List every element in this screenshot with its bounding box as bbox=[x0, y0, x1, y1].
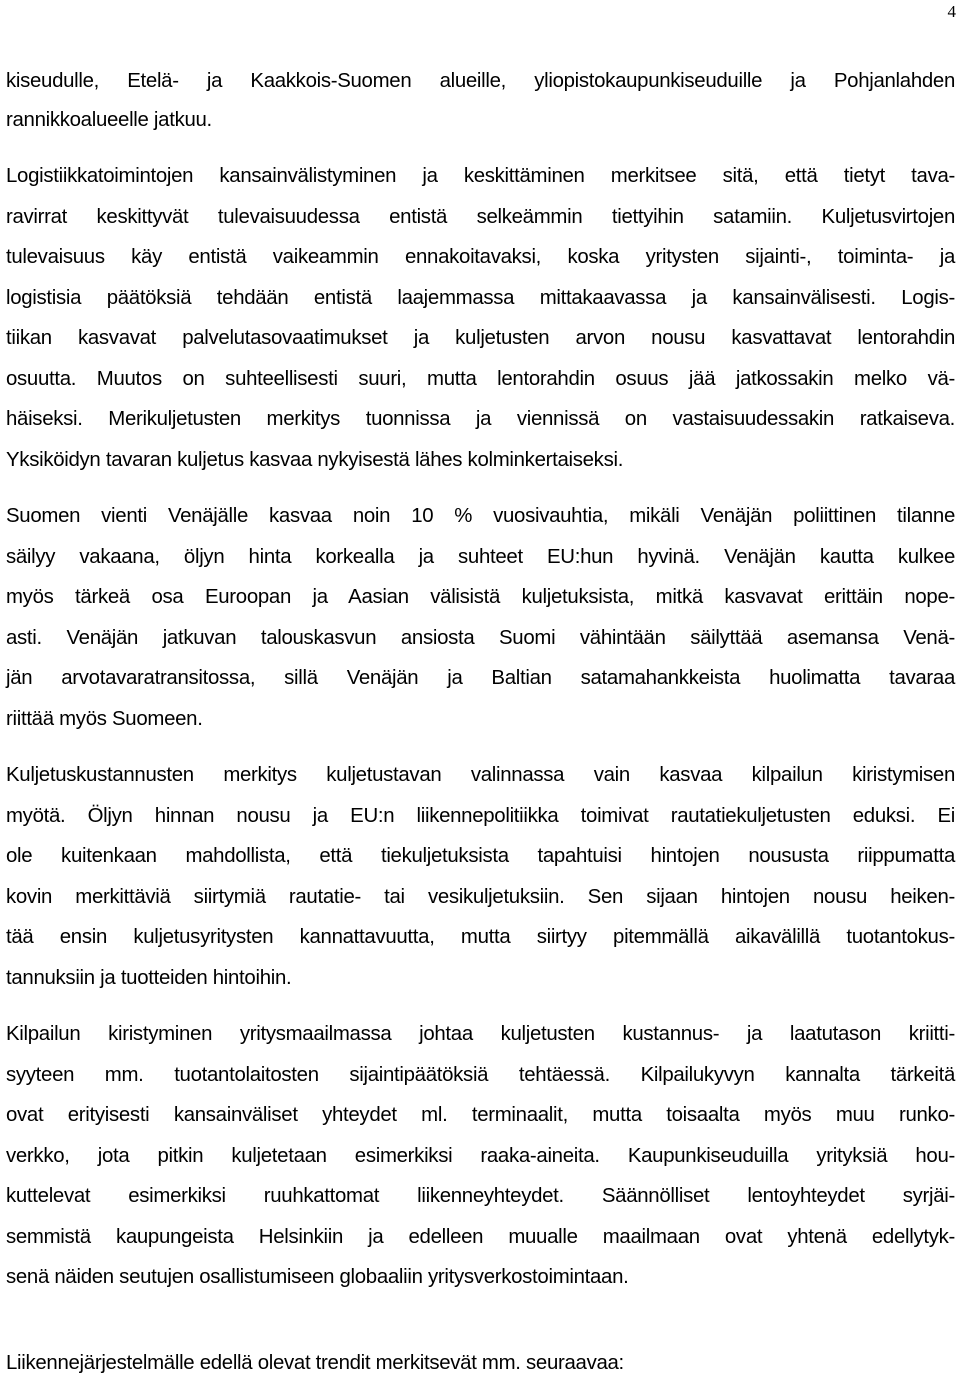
text-line: Logistiikkatoimintojen kansainvälistyminen ja keskittäminen merkitsee sitä, että tietyt tava- bbox=[6, 165, 955, 187]
text-line: tannuksiin ja tuotteiden hintoihin. bbox=[6, 966, 292, 989]
text-line: Yksiköidyn tavaran kuljetus kasvaa nykyisestä lähes kolminkertaiseksi. bbox=[6, 448, 624, 471]
text-line: rannikkoalueelle jatkuu. bbox=[6, 109, 212, 131]
page-number: 4 bbox=[947, 2, 956, 21]
text-line: verkko, jota pitkin kuljetetaan esimerkiksi raaka-aineita. Kaupunkiseuduilla yrityksiä hou- bbox=[6, 1144, 955, 1167]
text-line: Suomen vienti Venäjälle kasvaa noin 10 % vuosivauhtia, mikäli Venäjän poliittinen tilanne bbox=[6, 505, 955, 527]
text-line: ole kuitenkaan mahdollista, että tiekuljetuksista tapahtuisi hintojen noususta riippumatta bbox=[6, 845, 955, 867]
text-line: ovat erityisesti kansainväliset yhteydet ml. terminaalit, mutta toisaalta myös muu runko- bbox=[6, 1104, 955, 1126]
text-line: säilyy vakaana, öljyn hinta korkealla ja suhteet EU:hun hyvinä. Venäjän kautta kulkee bbox=[6, 545, 955, 568]
text-line: kiseudulle, Etelä- ja Kaakkois-Suomen alueille, yliopistokaupunkiseuduille ja Pohjanlahden bbox=[6, 70, 955, 92]
paragraph-5 bbox=[6, 1014, 955, 1298]
text-line: tiikan kasvavat palvelutasovaatimukset ja kuljetusten arvon nousu kasvattavat lentorahdin bbox=[6, 327, 955, 349]
paragraph-2 bbox=[6, 156, 955, 480]
text-line: Kilpailun kiristyminen yritysmaailmassa johtaa kuljetusten kustannus- ja laatutason kriitti- bbox=[6, 1023, 955, 1045]
text-line: kovin merkittäviä siirtymiä rautatie- tai vesikuljetuksiin. Sen sijaan hintojen nousu heiken- bbox=[6, 885, 955, 908]
list-intro-line: Liikennejärjestelmälle edellä olevat trendit merkitsevät mm. seuraavaa: bbox=[6, 1352, 624, 1374]
paragraph-3 bbox=[6, 496, 955, 739]
text-line: tää ensin kuljetusyritysten kannattavuutta, mutta siirtyy pitemmällä aikavälillä tuotantokus- bbox=[6, 926, 955, 948]
text-line: senä näiden seutujen osallistumiseen globaaliin yritysverkostoimintaan. bbox=[6, 1266, 629, 1288]
text-line: häiseksi. Merikuljetusten merkitys tuonnissa ja viennissä on vastaisuudessakin ratkaiseva. bbox=[6, 408, 955, 430]
paragraph-4 bbox=[6, 755, 955, 998]
text-line: syyteen mm. tuotantolaitosten sijaintipäätöksiä tehtäessä. Kilpailukyvyn kannalta tärkeitä bbox=[6, 1063, 955, 1086]
text-line: osuutta. Muutos on suhteellisesti suuri, mutta lentorahdin osuus jää jatkossakin melko vä- bbox=[6, 367, 955, 390]
text-line: riittää myös Suomeen. bbox=[6, 707, 203, 730]
text-line: Kuljetuskustannusten merkitys kuljetustavan valinnassa vain kasvaa kilpailun kiristymisen bbox=[6, 764, 955, 786]
text-line: logistisia päätöksiä tehdään entistä laajemmassa mittakaavassa ja kansainvälisesti. Logis- bbox=[6, 286, 955, 309]
text-line: jän arvotavaratransitossa, sillä Venäjän ja Baltian satamahankkeista huolimatta tavaraa bbox=[6, 667, 955, 689]
text-line: kuttelevat esimerkiksi ruuhkattomat liikenneyhteydet. Säännölliset lentoyhteydet syrjäi- bbox=[6, 1185, 955, 1207]
text-line: asti. Venäjän jatkuvan talouskasvun ansiosta Suomi vähintään säilyttää asemansa Venä- bbox=[6, 626, 955, 649]
text-line: ravirrat keskittyvät tulevaisuudessa entistä selkeämmin tiettyihin satamiin. Kuljetusvirtojen bbox=[6, 205, 955, 228]
text-line: tulevaisuus käy entistä vaikeammin ennakoitavaksi, koska yritysten sijainti-, toiminta- ja bbox=[6, 246, 955, 268]
text-line: myötä. Öljyn hinnan nousu ja EU:n liikennepolitiikka toimivat rautatiekuljetusten eduksi. Ei bbox=[6, 804, 955, 827]
paragraph-1 bbox=[6, 62, 955, 140]
text-line: semmistä kaupungeista Helsinkiin ja edelleen muualle maailmaan ovat yhtenä edellytyk- bbox=[6, 1225, 955, 1248]
document-body bbox=[6, 62, 955, 1298]
text-line: myös tärkeä osa Euroopan ja Aasian välisistä kuljetuksista, mitkä kasvavat erittäin nope- bbox=[6, 586, 955, 608]
